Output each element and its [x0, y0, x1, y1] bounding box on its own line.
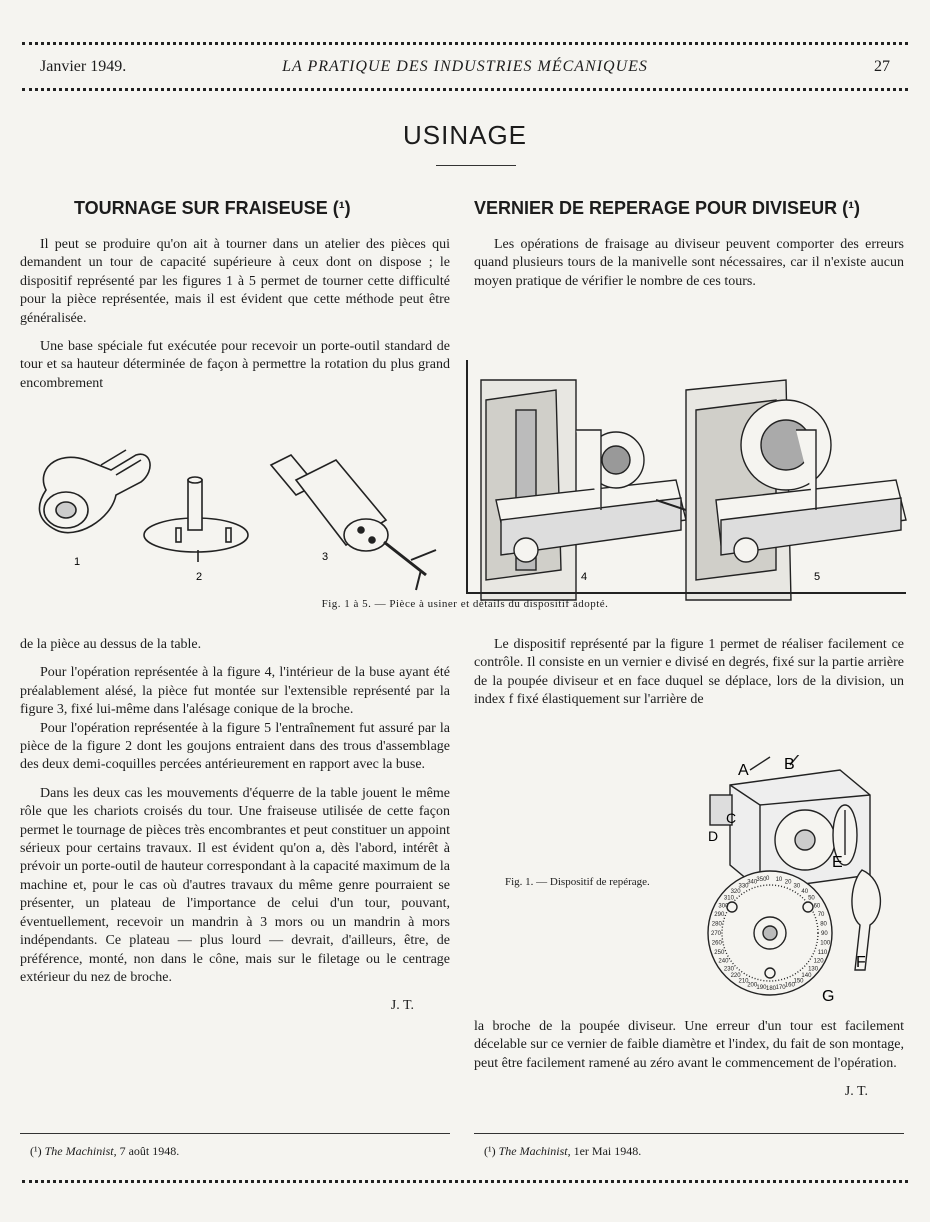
device-label-A: A: [738, 762, 749, 779]
figure-frame-left: [466, 360, 468, 592]
dial-number: 120: [813, 958, 824, 965]
paragraph: Dans les deux cas les mouvements d'équerre de la table jouent le même rôle que les chariots croisés du tour. Une fraiseuse utilisée de cette façon permet le tournage de pièces très encombrantes et peut constituer un appoint sérieux pour certains travaux. Il est évident qu'on a, dès l'abord, intérêt à prévoir un porte-outil de hauteur correspondant à la capacité maximum de la machine et, pour le cas où d'autres travaux du même genre pourraient se présenter, un plateau de l'importance de celui d'un tour, pouvant, éventuellement, recevoir un mandrin à 3 mors ou un mandrin à mors indépendants. Ce plateau — plus lourd — devrait, d'ailleurs, être, de préférence, monté, non dans le cône, mais sur le filetage ou le centrage extérieur du nez de broche.: [20, 785, 450, 985]
dial-number: 290: [714, 912, 725, 919]
paragraph: Une base spéciale fut exécutée pour recevoir un porte-outil standard de tour et sa hauteur déterminée de façon à permettre la rotation du plus grand encombrement: [20, 339, 450, 391]
dial-number: 180: [766, 986, 777, 992]
dial-number: 210: [738, 978, 749, 985]
article1-title: TOURNAGE SUR FRAISEUSE (¹): [74, 198, 351, 218]
dial-number: 60: [813, 903, 821, 910]
paragraph: Pour l'opération représentée à la figure 4, l'intérieur de la buse ayant été préalablement alésé, la pièce fut montée sur l'extensible représenté par la figure 3, fixé lui-même dans l'alésage conique de la broche.: [20, 665, 450, 718]
dial-number: 0: [766, 876, 770, 882]
dividing-head-vernier-illustration: [690, 755, 890, 1005]
footnote-date: 1er Mai 1948.: [573, 1144, 642, 1158]
dial-number: 320: [730, 888, 741, 895]
article2-footnote: [484, 1144, 641, 1159]
device-label-G: G: [822, 988, 835, 1005]
paragraph: la broche de la poupée diviseur. Une erreur d'un tour est facilement décelable sur ce vernier de faible diamètre et l'index, du fait de son montage, peut être facilement ramené au zéro avant le commencement de l'opération.: [474, 1019, 904, 1071]
article2-top-text: [474, 236, 904, 301]
fig1-nozzle-part: [39, 450, 150, 533]
running-header: [40, 58, 890, 80]
dial-number: 150: [793, 978, 804, 985]
dial-number: 10: [775, 876, 783, 883]
issue-date: Janvier 1949.: [40, 58, 127, 75]
article2-signature: J. T.: [844, 1084, 868, 1100]
dial-number: 100: [820, 940, 831, 947]
journal-title: LA PRATIQUE DES INDUSTRIES MÉCANIQUES: [282, 58, 648, 75]
footnote-date: 7 août 1948.: [119, 1144, 180, 1158]
dial-number: 160: [784, 982, 795, 989]
section-title: USINAGE: [402, 120, 528, 150]
dial-number: 300: [718, 903, 729, 910]
page-number: 27: [874, 58, 890, 75]
footnote-source: The Machinist,: [498, 1144, 571, 1158]
footnote-number: (¹): [484, 1144, 496, 1158]
fig-label-2: 2: [196, 571, 203, 583]
fig1-caption: Fig. 1. — Dispositif de repérage.: [505, 876, 650, 888]
dial-number: 260: [711, 940, 722, 947]
dial-number: 170: [775, 985, 786, 992]
dial-number: 280: [711, 921, 722, 928]
device-label-E: E: [832, 854, 843, 871]
dial-number: 200: [747, 982, 758, 989]
device-label-B: B: [784, 756, 795, 773]
section-rule: [436, 165, 516, 166]
dial-number: 130: [808, 966, 819, 973]
dial-number: 70: [817, 912, 825, 919]
paragraph: Les opérations de fraisage au diviseur peuvent comporter des erreurs quand plusieurs tours de la manivelle sont nécessaires, car il n'existe aucun moyen pratique de vérifier le nombre de ces tours.: [474, 237, 904, 289]
fig5-milling-machine-setup: [686, 380, 906, 600]
dial-number: 90: [821, 931, 828, 937]
fig-label-3: 3: [322, 551, 329, 563]
device-label-D: D: [708, 828, 719, 844]
paragraph: Le dispositif représenté par la figure 1 permet de réaliser facilement ce contrôle. Il consiste en un vernier e divisé en degrés, fixé sur la partie arrière de la poupée diviseur et en face duquel se déplace, lors de la division, un index f fixé élastiquement sur l'arrière de: [474, 637, 904, 708]
footnote-rule-left: [20, 1133, 450, 1134]
article1-footnote: [30, 1144, 179, 1159]
dial-number: 220: [730, 973, 741, 980]
dial-number: 230: [723, 966, 734, 973]
dial-number: 350: [756, 876, 767, 883]
fig-label-4: 4: [581, 571, 588, 583]
figures-caption: Fig. 1 à 5. — Pièce à usiner et détails du dispositif adopté.: [321, 598, 609, 610]
fig-label-1: 1: [74, 556, 81, 568]
dial-number: 80: [820, 921, 827, 928]
dial-number: 20: [784, 879, 792, 886]
article2-title: VERNIER DE REPERAGE POUR DIVISEUR (¹): [474, 198, 861, 218]
article1-signature: J. T.: [390, 998, 414, 1014]
bottom-dotted-rule: [22, 1180, 908, 1183]
paragraph: Pour l'opération représentée à la figure 5 l'entraînement fut assuré par la pièce de la figure 2 dont les goujons entraient dans des trous d'assemblage des deux demi-coquilles percées antérieurement en rapport avec la buse.: [20, 720, 450, 773]
fig2-driving-plate: [144, 477, 248, 562]
article1-bottom-text: [20, 636, 450, 1026]
fig3-expanding-arbor: [271, 455, 436, 590]
figure-frame-bottom: [466, 592, 906, 594]
article2-mid-text: [474, 636, 904, 720]
paragraph: de la pièce au dessus de la table.: [20, 637, 202, 652]
dial-number: 30: [793, 883, 801, 890]
paragraph: Il peut se produire qu'on ait à tourner dans un atelier des pièces qui demandent un tour de capacité supérieure à ceux dont on dispose ; le dispositif représenté par les figures 1 à 5 permet de tourner cette difficulté pour la pièce représentée, mais il est évident que cette méthode peut être généralisée.: [20, 237, 450, 326]
footnote-number: (¹): [30, 1144, 42, 1158]
device-label-C: C: [726, 810, 737, 826]
dial-number: 340: [747, 879, 758, 886]
dial-number: 250: [714, 949, 725, 956]
dial-number: 270: [711, 931, 722, 937]
footnote-rule-right: [474, 1133, 904, 1134]
fig-label-5: 5: [814, 571, 821, 583]
device-label-F: F: [856, 954, 866, 971]
dial-number: 190: [756, 985, 767, 992]
dial-number: 50: [808, 895, 815, 902]
article2-bottom-text: [474, 1018, 904, 1112]
dial-number: 330: [738, 883, 749, 890]
dial-number: 310: [723, 895, 734, 902]
top-dotted-rule: [22, 42, 908, 45]
dial-number: 40: [801, 888, 809, 895]
header-dotted-rule: [22, 88, 908, 91]
footnote-source: The Machinist,: [44, 1144, 117, 1158]
fig4-milling-machine-setup: [481, 380, 716, 600]
dial-number: 110: [817, 949, 828, 956]
dial-number: 140: [801, 973, 812, 980]
dial-number: 240: [718, 958, 729, 965]
